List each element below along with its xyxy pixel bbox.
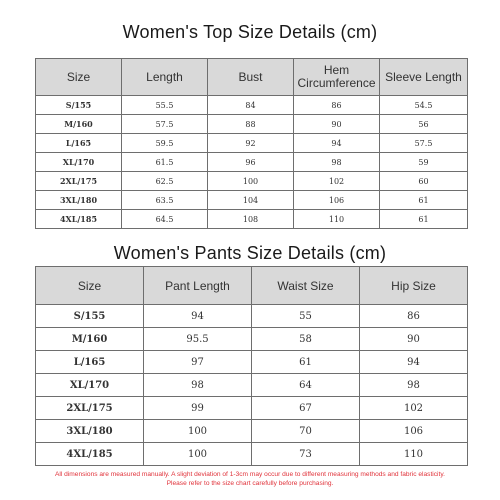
size-cell: S/155 (36, 305, 144, 328)
table-row (36, 328, 468, 351)
hip-cell: 110 (360, 443, 468, 466)
waist-cell: 64 (252, 374, 360, 397)
bust-cell: 100 (208, 172, 294, 191)
bust-cell: 92 (208, 134, 294, 153)
size-cell: 2XL/175 (36, 397, 144, 420)
hem-cell: 106 (294, 191, 380, 210)
length-cell: 59.5 (122, 134, 208, 153)
table-row (36, 374, 468, 397)
column-header-waist-size: Waist Size (252, 267, 360, 305)
table-row (36, 153, 468, 172)
hem-cell: 102 (294, 172, 380, 191)
length-cell: 63.5 (122, 191, 208, 210)
waist-cell: 70 (252, 420, 360, 443)
length-cell: 57.5 (122, 115, 208, 134)
table-row (36, 210, 468, 229)
pant-length-cell: 100 (144, 420, 252, 443)
bust-cell: 104 (208, 191, 294, 210)
hip-cell: 86 (360, 305, 468, 328)
column-header-length: Length (122, 59, 208, 96)
column-header-pant-length: Pant Length (144, 267, 252, 305)
hem-cell: 110 (294, 210, 380, 229)
waist-cell: 67 (252, 397, 360, 420)
waist-cell: 73 (252, 443, 360, 466)
column-header-hip-size: Hip Size (360, 267, 468, 305)
table-header-row (36, 267, 468, 305)
sleeve-cell: 59 (380, 153, 468, 172)
sleeve-cell: 60 (380, 172, 468, 191)
size-cell: M/160 (36, 328, 144, 351)
hip-cell: 90 (360, 328, 468, 351)
sleeve-cell: 56 (380, 115, 468, 134)
table-row (36, 172, 468, 191)
table-row (36, 420, 468, 443)
hem-cell: 98 (294, 153, 380, 172)
pants-size-title: Women's Pants Size Details (cm) (113, 243, 387, 263)
table-header-row (36, 59, 468, 96)
top-size-title: Women's Top Size Details (cm) (122, 22, 378, 42)
sleeve-cell: 57.5 (380, 134, 468, 153)
table-row (36, 115, 468, 134)
length-cell: 62.5 (122, 172, 208, 191)
length-cell: 64.5 (122, 210, 208, 229)
column-header-sleeve-length: Sleeve Length (380, 59, 468, 96)
pant-length-cell: 100 (144, 443, 252, 466)
hem-cell: 86 (294, 96, 380, 115)
size-cell: M/160 (36, 115, 122, 134)
table-row (36, 443, 468, 466)
pant-length-cell: 98 (144, 374, 252, 397)
hip-cell: 98 (360, 374, 468, 397)
bust-cell: 88 (208, 115, 294, 134)
pants-size-table (35, 266, 468, 466)
size-cell: 2XL/175 (36, 172, 122, 191)
length-cell: 55.5 (122, 96, 208, 115)
bust-cell: 108 (208, 210, 294, 229)
table-row (36, 351, 468, 374)
table-row (36, 305, 468, 328)
pant-length-cell: 99 (144, 397, 252, 420)
sleeve-cell: 54.5 (380, 96, 468, 115)
pant-length-cell: 97 (144, 351, 252, 374)
hip-cell: 106 (360, 420, 468, 443)
bust-cell: 84 (208, 96, 294, 115)
hem-cell: 94 (294, 134, 380, 153)
size-cell: 4XL/185 (36, 443, 144, 466)
size-cell: L/165 (36, 351, 144, 374)
hip-cell: 94 (360, 351, 468, 374)
sleeve-cell: 61 (380, 210, 468, 229)
size-cell: 4XL/185 (36, 210, 122, 229)
column-header-bust: Bust (208, 59, 294, 96)
column-header-size: Size (36, 59, 122, 96)
table-row (36, 96, 468, 115)
hem-cell: 90 (294, 115, 380, 134)
top-size-table (35, 58, 468, 229)
hip-cell: 102 (360, 397, 468, 420)
length-cell: 61.5 (122, 153, 208, 172)
size-cell: XL/170 (36, 374, 144, 397)
waist-cell: 55 (252, 305, 360, 328)
measurement-disclaimer: All dimensions are measured manually. A slight deviation of 1-3cm may occur due to different measuring methods and fabric elasticity. (55, 471, 445, 478)
size-cell: S/155 (36, 96, 122, 115)
size-cell: XL/170 (36, 153, 122, 172)
column-header-size: Size (36, 267, 144, 305)
size-cell: L/165 (36, 134, 122, 153)
waist-cell: 61 (252, 351, 360, 374)
size-chart-reminder: Please refer to the size chart carefully before purchasing. (166, 480, 334, 487)
sleeve-cell: 61 (380, 191, 468, 210)
bust-cell: 96 (208, 153, 294, 172)
table-row (36, 397, 468, 420)
size-cell: 3XL/180 (36, 191, 122, 210)
waist-cell: 58 (252, 328, 360, 351)
table-row (36, 134, 468, 153)
size-cell: 3XL/180 (36, 420, 144, 443)
pant-length-cell: 95.5 (144, 328, 252, 351)
table-row (36, 191, 468, 210)
pant-length-cell: 94 (144, 305, 252, 328)
column-header-hem-circumference: Hem Circumference (294, 59, 380, 96)
